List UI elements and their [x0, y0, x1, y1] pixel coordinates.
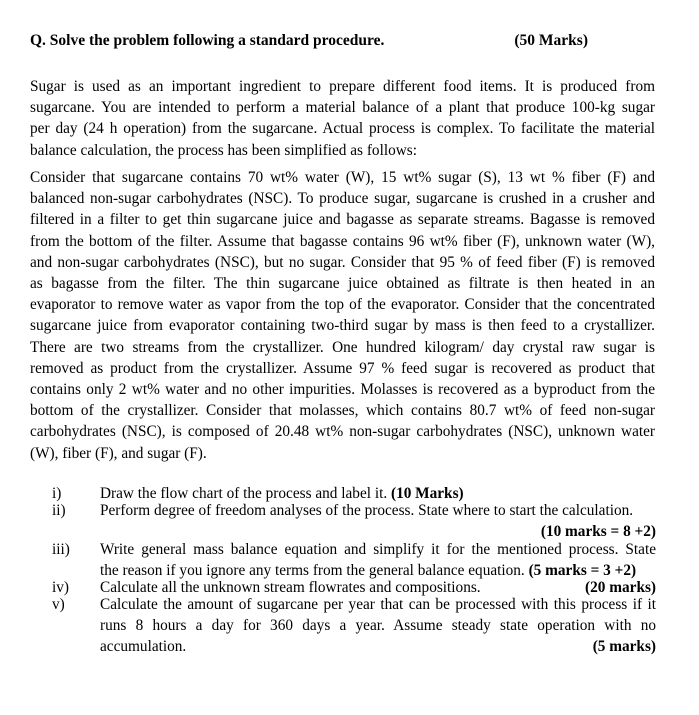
intro-line: Sugar is used as an important ingredient to prepare different food items. It is produced from	[30, 78, 655, 95]
description-line: (W), fiber (F), and sugar (F).	[30, 444, 207, 462]
task-text: Perform degree of freedom analyses of the process. State where to start the calculation.	[100, 502, 634, 519]
process-description-paragraph	[30, 167, 655, 464]
description-line: Consider that sugarcane contains 70 wt% water (W), 15 wt% sugar (S), 13 wt % fiber (F) and	[30, 169, 655, 186]
task-marks: (20 marks)	[585, 579, 656, 596]
intro-line: sugarcane. You are intended to perform a material balance of a plant that produce 100-kg sugar	[30, 99, 655, 117]
description-line: and non-sugar carbohydrates (NSC), but no sugar. Consider that 95 % of feed fiber (F) is removed	[30, 253, 655, 271]
description-line: balanced non-sugar carbohydrates (NSC). To produce sugar, sugarcane is crushed in a crusher and	[30, 190, 655, 208]
description-line: filtered in a filter to get thin sugarcane juice and bagasse as separate streams. Bagasse is removed	[30, 211, 655, 229]
description-line: There are two streams from the crystallizer. One hundred kilogram/ day crystal raw sugar is	[30, 338, 655, 356]
intro-line: per day (24 h operation) from the sugarcane. Actual process is complex. To facilitate the material	[30, 120, 655, 138]
description-line: from the bottom of the filter. Assume that bagasse contains 96 wt% fiber (F), unknown water (W),	[30, 232, 655, 250]
task-number: iv)	[52, 579, 69, 596]
task-marks: (10 marks = 8 +2)	[540, 523, 656, 541]
task-text: runs 8 hours a day for 360 days a year. Assume steady state operation with no	[100, 617, 656, 635]
intro-paragraph	[30, 76, 655, 161]
task-text: Draw the flow chart of the process and label it.	[100, 485, 391, 502]
description-line: removed as product from the crystallizer. Assume 97 % feed sugar is recovered as product that	[30, 359, 655, 377]
question-marks: (50 Marks)	[514, 32, 588, 49]
description-line: bottom of the crystallizer. Consider that molasses, which contains 80.7 wt% of feed non-sugar	[30, 402, 655, 420]
task-text: Write general mass balance equation and simplify it for the mentioned process. State	[100, 541, 656, 558]
description-line: evaporator to remove water as vapor from the top of the evaporator. Consider that the concentrated	[30, 296, 655, 314]
question-title: Q. Solve the problem following a standard procedure.	[30, 32, 385, 49]
task-number: i)	[52, 485, 62, 502]
description-line: as bagasse from the filter. The thin sugarcane juice obtained as filtrate is then heated in an	[30, 275, 655, 293]
intro-line: balance calculation, the process has been simplified as follows:	[30, 141, 417, 159]
task-number: iii)	[52, 541, 70, 558]
task-text: Calculate all the unknown stream flowrates and compositions.	[100, 579, 481, 596]
task-text: accumulation.	[100, 638, 187, 656]
description-line: sugarcane juice from evaporator containing two-third sugar by mass is then feed to a crystallizer.	[30, 317, 655, 335]
task-text: Calculate the amount of sugarcane per year that can be processed with this process if it	[100, 596, 656, 613]
task-text: the reason if you ignore any terms from the general balance equation.	[100, 562, 529, 580]
task-number: v)	[52, 596, 65, 613]
task-marks: (10 Marks)	[390, 485, 464, 502]
task-marks: (5 marks)	[592, 638, 656, 656]
description-line: contains only 2 wt% water and no other impurities. Molasses is recovered as a byproduct from the	[30, 381, 655, 399]
question-heading	[30, 30, 588, 51]
task-number: ii)	[52, 502, 66, 519]
task-marks: (5 marks = 3 +2)	[528, 562, 637, 580]
description-line: carbohydrates (NSC), is composed of 20.48 wt% non-sugar carbohydrates (NSC), unknown water	[30, 423, 655, 441]
